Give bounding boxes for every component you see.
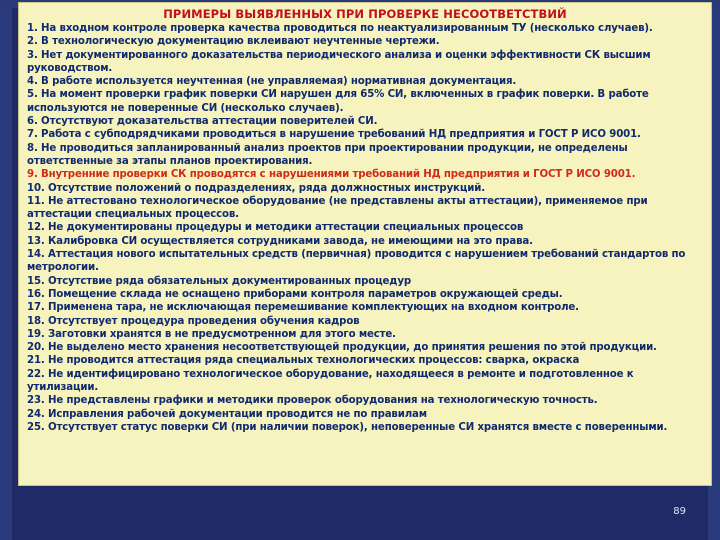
nonconformity-list bbox=[19, 22, 711, 434]
list-item: 10. Отсутствие положений о подразделениях, ряда должностных инструкций. bbox=[27, 182, 485, 194]
list-item: 15. Отсутствие ряда обязательных документированных процедур bbox=[27, 275, 411, 287]
list-item: 8. Не проводиться запланированный анализ проектов при проектировании продукции, не определены ответственные за этапы планов проектирования. bbox=[27, 142, 628, 167]
content-panel bbox=[18, 2, 712, 486]
list-item: 4. В работе используется неучтенная (не управляемая) нормативная документация. bbox=[27, 76, 517, 88]
list-item: 13. Калибровка СИ осуществляется сотрудниками завода, не имеющими на это права. bbox=[27, 235, 533, 247]
list-item-highlighted: 9. Внутренние проверки СК проводятся с нарушениями требований НД предприятия и ГОСТ Р ИСО 9001. bbox=[27, 169, 636, 181]
list-item: 22. Не идентифицировано технологическое оборудование, находящееся в ремонте и подготовленное к утилизации. bbox=[27, 368, 634, 394]
list-item: 20. Не выделено место хранения несоответствующей продукции, до принятия решения по этой продукции. bbox=[27, 342, 657, 354]
list-item: 3. Нет документированного доказательства периодического анализа и оценки эффективности СК высшим руководством. bbox=[27, 49, 651, 74]
page-number: 89 bbox=[673, 506, 686, 517]
list-item: 16. Помещение склада не оснащено приборами контроля параметров окружающей среды. bbox=[27, 288, 563, 300]
list-item: 19. Заготовки хранятся в не предусмотренном для этого месте. bbox=[27, 328, 396, 340]
list-item: 11. Не аттестовано технологическое оборудование (не представлены акты аттестации), применяемое при аттестации специальных процессов. bbox=[27, 195, 648, 221]
list-item: 6. Отсутствуют доказательства аттестации поверителей СИ. bbox=[27, 116, 378, 128]
list-item: 1. На входном контроле проверка качества проводиться по неактуализированным ТУ (несколько случаев). bbox=[27, 23, 653, 34]
list-item: 12. Не документированы процедуры и методики аттестации специальных процессов bbox=[27, 222, 524, 234]
list-item: 5. На момент проверки график поверки СИ нарушен для 65% СИ, включенных в график поверки. В работе используются не поверенные СИ (несколько случаев). bbox=[27, 89, 649, 114]
slide-title: ПРИМЕРЫ ВЫЯВЛЕННЫХ ПРИ ПРОВЕРКЕ НЕСООТВЕТСТВИЙ bbox=[163, 7, 567, 21]
list-item: 21. Не проводится аттестация ряда специальных технологических процессов: сварка, окраска bbox=[27, 355, 580, 367]
list-item: 25. Отсутствует статус поверки СИ (при наличии поверок), неповеренные СИ хранятся вместе с поверенными. bbox=[27, 421, 668, 433]
list-item: 2. В технологическую документацию вклеивают неучтенные чертежи. bbox=[27, 36, 440, 48]
list-item: 7. Работа с субподрядчиками проводиться в нарушение требований НД предприятия и ГОСТ Р ИСО 9001. bbox=[27, 129, 641, 141]
list-item: 23. Не представлены графики и методики проверок оборудования на технологическую точность. bbox=[27, 395, 598, 407]
left-decor-bar bbox=[0, 8, 12, 540]
list-item: 24. Исправления рабочей документации проводится не по правилам bbox=[27, 408, 427, 420]
list-item: 18. Отсутствует процедура проведения обучения кадров bbox=[27, 315, 360, 327]
list-item: 14. Аттестация нового испытательных средств (первичная) проводится с нарушением требований стандартов по метрологии. bbox=[27, 249, 686, 274]
list-item: 17. Применена тара, не исключающая перемешивание комплектующих на входном контроле. bbox=[27, 302, 579, 314]
